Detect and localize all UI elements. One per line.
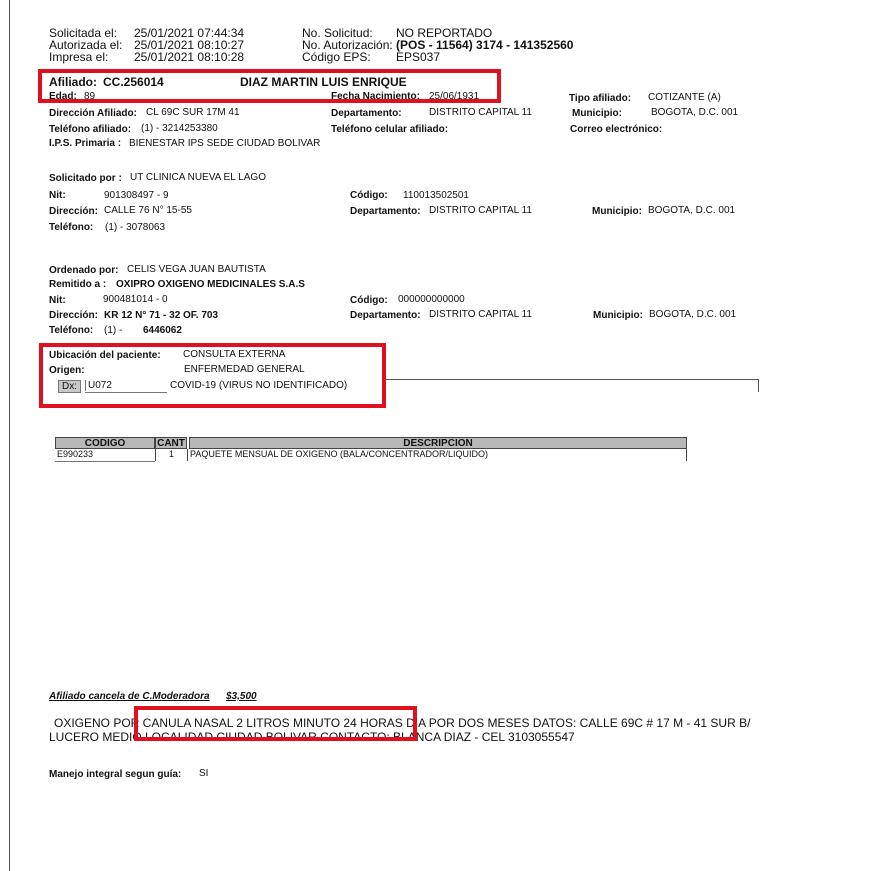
tipo-afiliado-label: Tipo afiliado: xyxy=(569,93,632,104)
ordenado-direccion-label: Dirección: xyxy=(49,310,98,321)
ips-label: I.P.S. Primaria : xyxy=(49,138,122,149)
table-header-cant: CANT xyxy=(155,437,187,449)
remitido-label: Remitido a : xyxy=(49,279,107,290)
ubicacion-label: Ubicación del paciente: xyxy=(49,350,161,361)
ordenado-por-label: Ordenado por: xyxy=(49,265,119,276)
remitido-value: OXIPRO OXIGENO MEDICINALES S.A.S xyxy=(116,279,305,290)
ordenado-codigo-value: 000000000000 xyxy=(398,294,465,305)
solicitante-municipio-label: Municipio: xyxy=(592,206,642,217)
manejo-integral-value: SI xyxy=(199,768,209,779)
telefono-afiliado-value: (1) - 3214253380 xyxy=(141,123,218,134)
dx-row-end xyxy=(758,379,759,392)
observaciones-line-1: OXIGENO POR CANULA NASAL 2 LITROS MINUTO 24 HORAS DIA POR DOS MESES DATOS: CALLE 69C # 17 M - 41 SUR B/ xyxy=(54,716,751,730)
solicitante-telefono-label: Teléfono: xyxy=(49,222,94,233)
no-autorizacion-label: No. Autorización: xyxy=(302,38,393,52)
municipio-afiliado-value: BOGOTA, D.C. 001 xyxy=(651,107,739,118)
dx-label: Dx: xyxy=(58,380,81,393)
table-cell-cant: 1 xyxy=(155,449,187,461)
ordenado-municipio-value: BOGOTA, D.C. 001 xyxy=(649,309,737,320)
solicitante-departamento-value: DISTRITO CAPITAL 11 xyxy=(429,205,532,216)
cuota-label: Afiliado cancela de C.Moderadora xyxy=(49,691,210,702)
ordenado-departamento-value: DISTRITO CAPITAL 11 xyxy=(429,309,532,320)
autorizada-value: 25/01/2021 08:10:27 xyxy=(134,38,245,52)
direccion-afiliado-value: CL 69C SUR 17M 41 xyxy=(146,107,240,118)
fecha-nac-label: Fecha Nacimiento: xyxy=(331,91,420,102)
table-header-descripcion: DESCRIPCION xyxy=(189,437,687,449)
impresa-label: Impresa el: xyxy=(49,50,109,64)
departamento-afiliado-value: DISTRITO CAPITAL 11 xyxy=(429,107,532,118)
ubicacion-value: CONSULTA EXTERNA xyxy=(183,349,286,360)
no-solicitud-label: No. Solicitud: xyxy=(302,26,373,40)
fecha-nac-value: 25/06/1931 xyxy=(429,91,480,102)
afiliado-name: DIAZ MARTIN LUIS ENRIQUE xyxy=(240,75,407,89)
highlight-box-observaciones xyxy=(134,706,417,741)
dx-code: U072 xyxy=(85,380,112,391)
ordenado-telefono-value: 6446062 xyxy=(143,325,182,336)
edad-label: Edad: xyxy=(49,91,77,102)
afiliado-id: CC.256014 xyxy=(103,75,164,89)
no-solicitud-value: NO REPORTADO xyxy=(396,26,493,40)
solicitante-nit-label: Nit: xyxy=(49,190,66,201)
no-autorizacion-value: (POS - 11564) 3174 - 141352560 xyxy=(396,38,574,52)
solicitante-telefono-value: (1) - 3078063 xyxy=(105,222,166,233)
table-cell-codigo: E990233 xyxy=(57,449,94,459)
departamento-afiliado-label: Departamento: xyxy=(331,108,402,119)
ordenado-nit-value: 900481014 - 0 xyxy=(103,294,168,305)
table-row-bottom xyxy=(55,461,155,462)
origen-label: Origen: xyxy=(49,365,85,376)
dx-code-underline xyxy=(85,392,167,393)
afiliado-label: Afiliado: xyxy=(49,75,97,89)
correo-label: Correo electrónico: xyxy=(570,124,663,135)
solicitante-municipio-value: BOGOTA, D.C. 001 xyxy=(648,205,736,216)
solicitada-label: Solicitada el: xyxy=(49,26,118,40)
ordenado-telefono-label: Teléfono: xyxy=(49,325,94,336)
municipio-afiliado-label: Municipio: xyxy=(572,108,622,119)
observaciones-line-2: LUCERO MEDIO LOCALIDAD CIUDAD BOLIVAR CONTACTO: BLANCA DIAZ - CEL 3103055547 xyxy=(49,730,575,744)
impresa-value: 25/01/2021 08:10:28 xyxy=(134,50,245,64)
dx-description: COVID-19 (VIRUS NO IDENTIFICADO) xyxy=(170,380,348,391)
items-table xyxy=(55,437,687,462)
solicitante-direccion-value: CALLE 76 N° 15-55 xyxy=(104,205,192,216)
solicitante-departamento-label: Departamento: xyxy=(350,206,421,217)
page-left-border xyxy=(9,0,10,871)
codigo-eps-value: EPS037 xyxy=(396,50,441,64)
direccion-afiliado-label: Dirección Afiliado: xyxy=(49,108,137,119)
ips-value: BIENESTAR IPS SEDE CIUDAD BOLIVAR xyxy=(129,138,321,149)
ordenado-telefono-prefix: (1) - xyxy=(104,325,123,336)
solicitante-direccion-label: Dirección: xyxy=(49,206,98,217)
solicitante-nit-value: 901308497 - 9 xyxy=(104,190,169,201)
origen-value: ENFERMEDAD GENERAL xyxy=(184,364,305,375)
table-header-codigo: CODIGO xyxy=(55,437,155,449)
tipo-afiliado-value: COTIZANTE (A) xyxy=(648,92,721,103)
ordenado-municipio-label: Municipio: xyxy=(593,310,643,321)
ordenado-direccion-value: KR 12 N° 71 - 32 OF. 703 xyxy=(104,310,219,321)
solicitada-value: 25/01/2021 07:44:34 xyxy=(134,26,245,40)
cuota-value: $3,500 xyxy=(226,691,257,702)
ordenado-por-value: CELIS VEGA JUAN BAUTISTA xyxy=(127,264,266,275)
ordenado-codigo-label: Código: xyxy=(350,295,388,306)
solicitante-codigo-value: 110013502501 xyxy=(403,190,469,201)
codigo-eps-label: Código EPS: xyxy=(302,50,371,64)
manejo-integral-label: Manejo integral segun guía: xyxy=(49,769,182,780)
table-cell-descripcion: PAQUETE MENSUAL DE OXIGENO (BALA/CONCENTRADOR/LIQUIDO) xyxy=(187,449,687,461)
autorizada-label: Autorizada el: xyxy=(49,38,123,52)
telefono-afiliado-label: Teléfono afiliado: xyxy=(49,124,132,135)
ordenado-departamento-label: Departamento: xyxy=(350,310,421,321)
edad-value: 89 xyxy=(84,91,96,102)
solicitado-por-value: UT CLINICA NUEVA EL LAGO xyxy=(130,172,266,183)
solicitado-por-label: Solicitado por : xyxy=(49,173,122,184)
celular-afiliado-label: Teléfono celular afiliado: xyxy=(331,124,449,135)
ordenado-nit-label: Nit: xyxy=(49,295,66,306)
solicitante-codigo-label: Código: xyxy=(350,190,388,201)
dx-row-line xyxy=(385,379,759,380)
